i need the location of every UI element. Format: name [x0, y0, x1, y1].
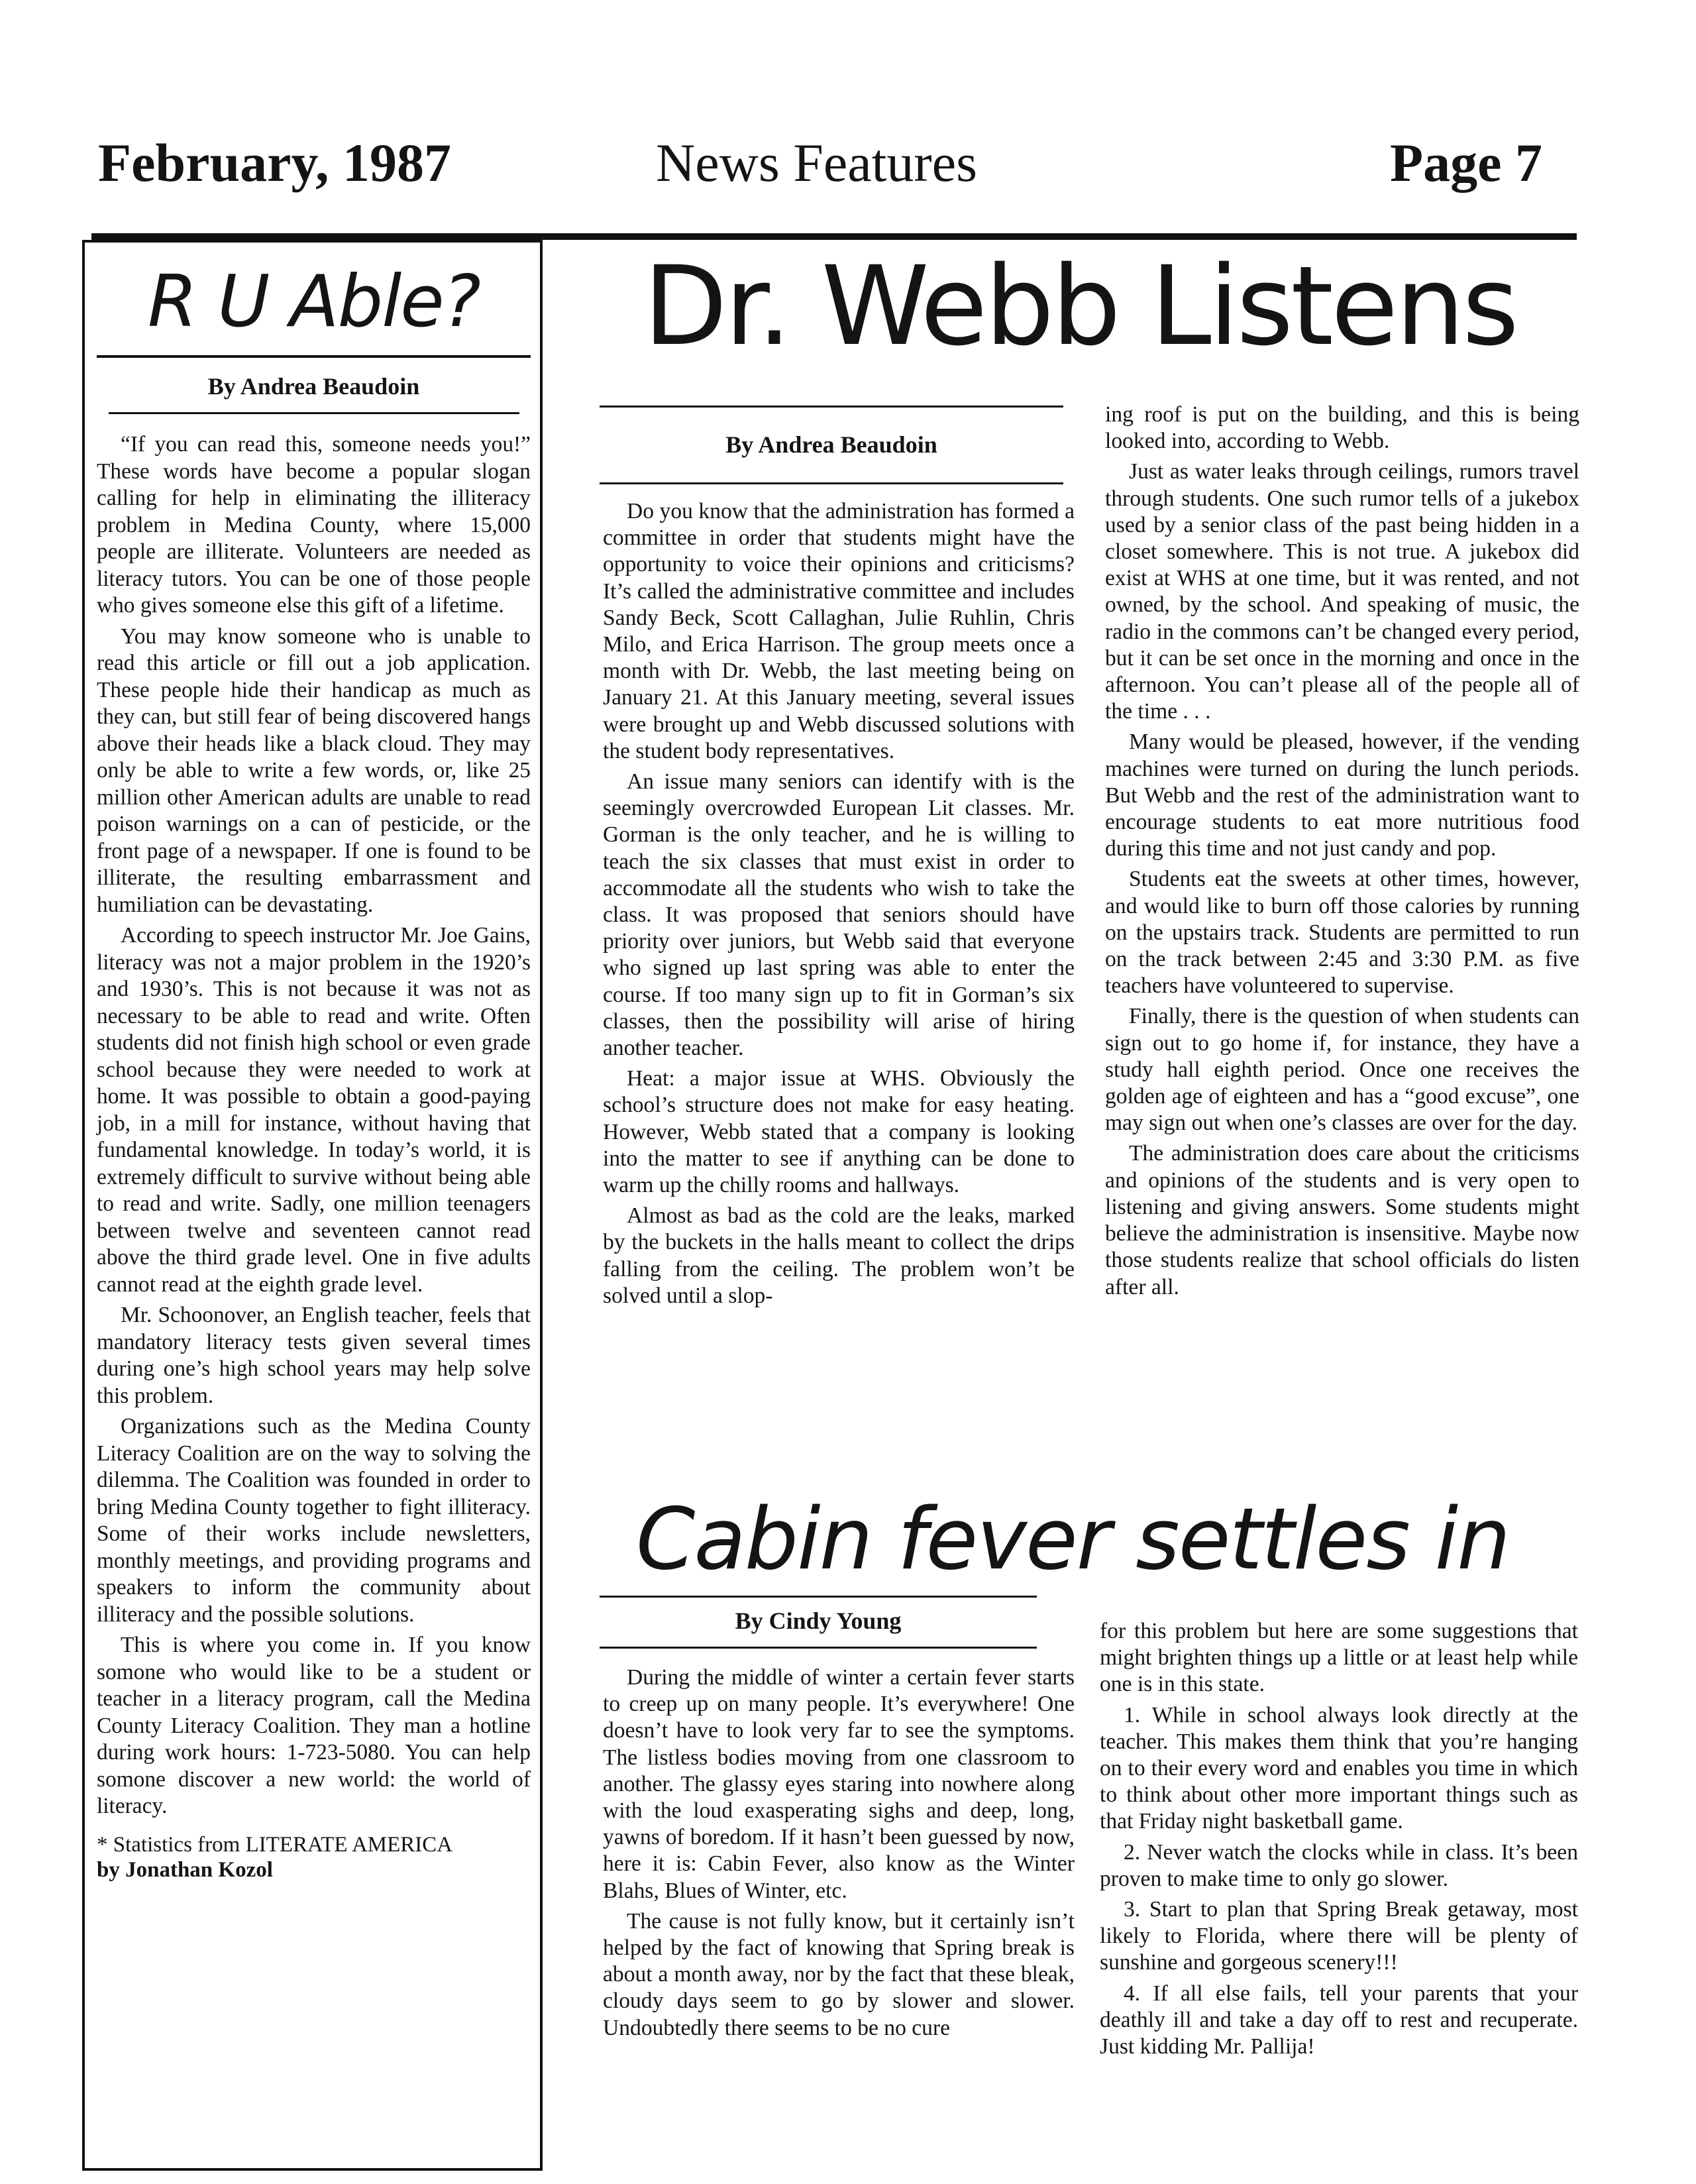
sidebar-paragraph: Mr. Schoonover, an English teacher, feels that mandatory literacy tests given several times during one’s high school years may help solve this problem. — [97, 1303, 531, 1408]
sidebar-body — [97, 431, 531, 1820]
webb-paragraph: ing roof is put on the building, and this is being looked into, according to Webb. — [1105, 402, 1579, 454]
webb-byline-rule-bottom — [600, 482, 1063, 484]
cabin-paragraph: The cause is not fully know, but it certainly isn’t helped by the fact of knowing that Spring break is about a month away, nor by the fact that these bleak, cloudy days seem to go by slower and slower. Undoubtedly there seems to be no cure — [603, 1908, 1075, 2040]
webb-paragraph: Almost as bad as the cold are the leaks, marked by the buckets in the halls meant to collect the drips falling from the ceiling. The problem won’t be solved until a slop- — [603, 1203, 1075, 1308]
sidebar-paragraph: You may know someone who is unable to read this article or fill out a job application. These people hide their handicap as much as they can, but still fear of being discovered hangs above their heads like a black cloud. They may only be able to write a few words, or, like 25 million other American adults are unable to read poison warnings on a can of pesticide, or the front page of a newspaper. If one is found to be illiterate, the resulting embarrassment and humiliation can be devastating. — [97, 624, 531, 917]
webb-paragraph: Do you know that the administration has formed a committee in order that students might have the opportunity to voice their opinions and criticisms? It’s called the administrative committee and includes Sandy Beck, Scott Callaghan, Julie Ruhlin, Chris Milo, and Erica Harrison. The group meets once a month with Dr. Webb, the last meeting being on January 21. At this January meeting, several issues were brought up and Webb discussed solutions with the student body representatives. — [603, 499, 1075, 763]
cabin-headline: Cabin fever settles in — [636, 1490, 1510, 1589]
footnote-author: by Jonathan Kozol — [97, 1857, 273, 1882]
webb-paragraph: Heat: a major issue at WHS. Obviously the school’s structure does not make for easy heating. However, Webb stated that a company is looking into the matter to see if anything can be done to warm up the chilly rooms and hallways. — [603, 1066, 1075, 1198]
sidebar-byline: By Andrea Beaudoin — [207, 373, 420, 400]
webb-paragraph: Students eat the sweets at other times, however, and would like to burn off those calories by running on the upstairs track. Students are permitted to run on the track between 2:45 and 3:30 P.M. as five teachers have volunteered to supervise. — [1105, 867, 1579, 999]
cabin-headline-rule — [600, 1596, 1037, 1598]
webb-paragraph: An issue many seniors can identify with is the seemingly overcrowded European Lit classes. Mr. Gorman is the only teacher, and he is willing to teach the six classes that must exist in order to accommodate all the students who wish to take the class. It was proposed that seniors should have priority over juniors, but Webb said that everyone who signed up last spring was able to enter the course. If too many sign up to fit in Gorman’s six classes, then the possibility will arise of hiring another teacher. — [603, 769, 1075, 1061]
cabin-paragraph: 4. If all else fails, tell your parents that your deathly ill and take a day off to rest and recuperate. Just kidding Mr. Pallija! — [1100, 1981, 1578, 2059]
footnote-source: * Statistics from LITERATE AMERICA — [97, 1832, 453, 1857]
cabin-paragraph: for this problem but here are some suggestions that might brighten things up a little or at least help while one is in this state. — [1100, 1619, 1578, 1697]
cabin-paragraph: 2. Never watch the clocks while in class. It’s been proven to make time to only go slower. — [1100, 1839, 1578, 1891]
cabin-column-1 — [603, 1665, 1075, 2042]
sidebar-paragraph: This is where you come in. If you know somone who would like to be a student or teacher in a literacy program, call the Medina County Literacy Coalition. They man a hotline during work hours: 1-723-5080. You can help somone discover a new world: the world of literacy. — [97, 1633, 531, 1819]
webb-paragraph: Just as water leaks through ceilings, rumors travel through students. One such rumor tells of a jukebox used by a senior class of the past being hidden in a closet somewhere. This is not true. A jukebox did exist at WHS at one time, but it was rented, and not owned, by the school. And speaking of music, the radio in the commons can’t be changed every period, but it can be set once in the morning and once in the afternoon. You can’t please all of the people all of the time . . . — [1105, 459, 1579, 724]
webb-column-1 — [603, 498, 1075, 1309]
webb-byline: By Andrea Beaudoin — [725, 431, 937, 458]
masthead-rule — [91, 233, 1577, 240]
cabin-paragraph: During the middle of winter a certain fever starts to creep up on many people. It’s everywhere! One doesn’t have to look very far to see the symptoms. The listless bodies moving from one classroom to another. The glassy eyes staring into nowhere along with the loud exasperating sighs and deep, long, yawns of boredom. If it hasn’t been guessed by now, here it is: Cabin Fever, also know as the Winter Blahs, Blues of Winter, etc. — [603, 1665, 1075, 1903]
cabin-byline-rule — [600, 1647, 1037, 1649]
section-title: News Features — [656, 133, 978, 193]
webb-byline-rule-top — [600, 406, 1063, 408]
sidebar-byline-rule — [109, 412, 519, 414]
cabin-paragraph: 3. Start to plan that Spring Break getaway, most likely to Florida, where there will be plenty of sunshine and gorgeous scenery!!! — [1100, 1897, 1578, 1975]
webb-headline: Dr. Webb Listens — [643, 243, 1517, 370]
sidebar-headline: R U Able? — [148, 260, 480, 343]
sidebar-paragraph: “If you can read this, someone needs you!” These words have become a popular slogan calling for help in eliminating the illiteracy problem in Medina County, where 15,000 people are illiterate. Volunteers are needed as literacy tutors. You can be one of those people who gives someone else this gift of a lifetime. — [97, 432, 531, 618]
page-number: Page 7 — [1390, 133, 1542, 193]
sidebar-paragraph: Organizations such as the Medina County Literacy Coalition are on the way to solving the dilemma. The Coalition was founded in order to bring Medina County together to fight illiteracy. Some of their works include newsletters, monthly meetings, and providing programs and speakers to inform the community about illiteracy and the possible solutions. — [97, 1414, 531, 1627]
webb-paragraph: Finally, there is the question of when students can sign out to go home if, for instance, they have a study hall eighth period. Once one receives the golden age of eighteen and has a “good excuse”, one may sign out when one’s classes are over for the day. — [1105, 1004, 1579, 1136]
webb-column-2 — [1105, 402, 1579, 1301]
sidebar-footnote — [97, 1832, 531, 1883]
cabin-column-2 — [1100, 1618, 1578, 2060]
cabin-paragraph: 1. While in school always look directly at the teacher. This makes them think that you’re hanging on to their every word and enables you time in which to think about other more important things such as that Friday night basketball game. — [1100, 1702, 1578, 1834]
webb-paragraph: The administration does care about the criticisms and opinions of the students and is very open to listening and giving answers. Some students might believe the administration is insensitive. Maybe now those students realize that school officials do listen after all. — [1105, 1141, 1579, 1299]
webb-paragraph: Many would be pleased, however, if the vending machines were turned on during the lunch periods. But Webb and the rest of the administration want to encourage students to eat more nutritious food during this time and not just candy and pop. — [1105, 730, 1579, 861]
issue-date: February, 1987 — [98, 133, 451, 193]
sidebar-box — [82, 240, 543, 2171]
sidebar-headline-rule — [97, 355, 531, 358]
sidebar-paragraph: According to speech instructor Mr. Joe Gains, literacy was not a major problem in the 1920’s and 1930’s. This is not because it was not as necessary to be able to read and write. Often students did not finish high school or even grade school because they were needed to work at home. It was possible to obtain a good-paying job, in a mill for instance, without having that fundamental knowledge. In today’s world, it is extremely difficult to survive without being able to read and write. Sadly, one million teenagers between twelve and seventeen cannot read above the third grade level. One in five adults cannot read at the eighth grade level. — [97, 923, 531, 1297]
cabin-byline: By Cindy Young — [735, 1608, 902, 1634]
